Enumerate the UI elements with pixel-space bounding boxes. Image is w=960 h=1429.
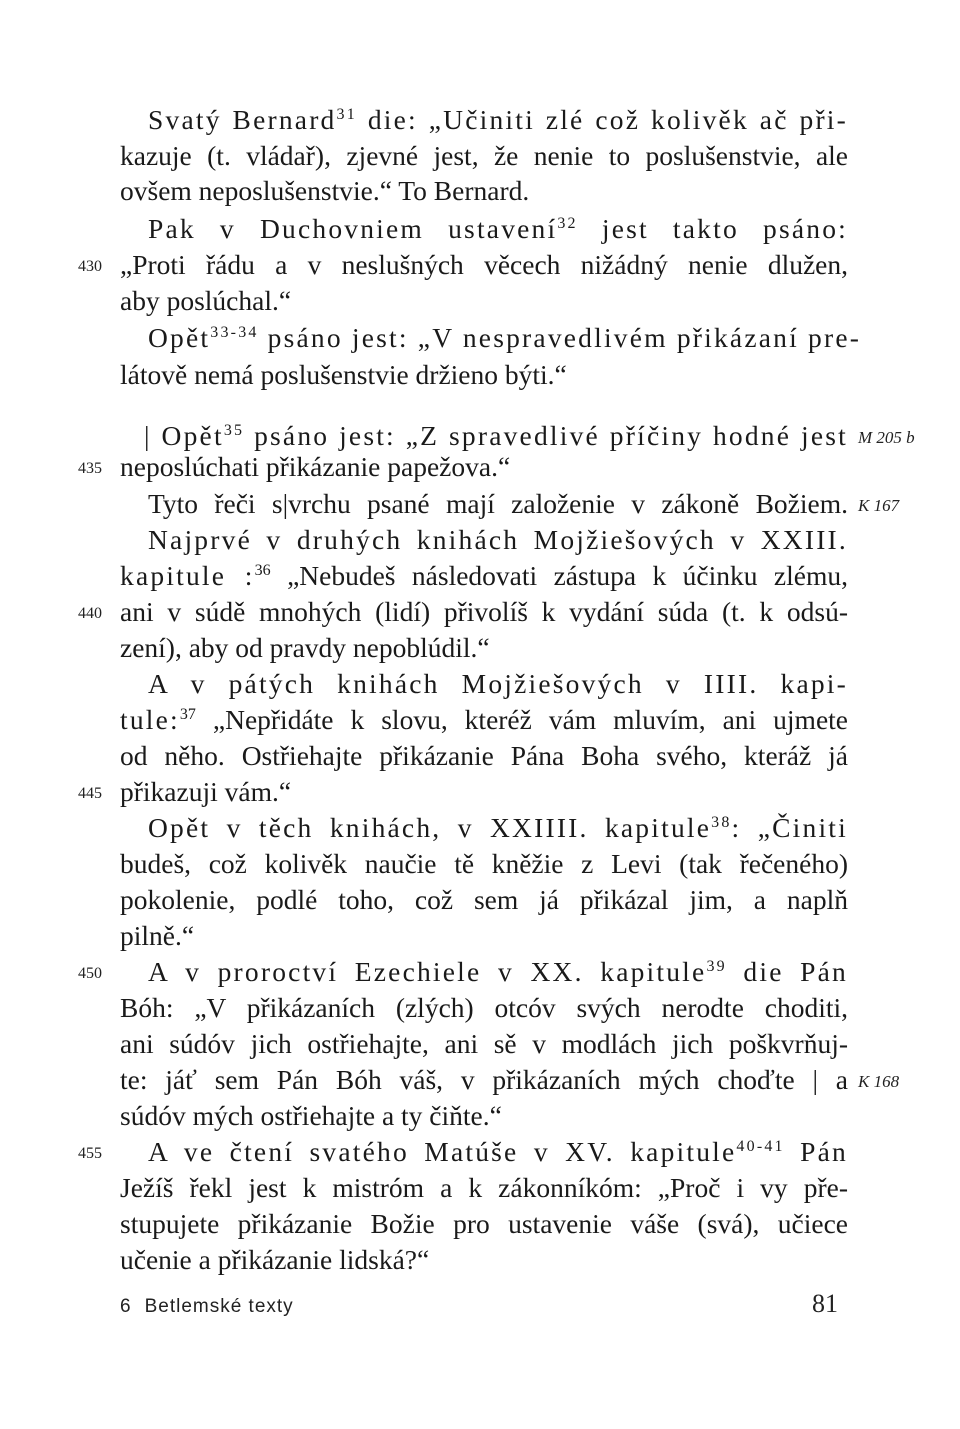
page-number: 81 [812,1289,838,1318]
text-line: stupujete přikázanie Božie pro ustavenie váše (svá), učiece [120,1208,848,1239]
text-line: budeš, což kolivěk naučie tě kněžie z Levi (tak řečeného) [120,848,848,879]
text-line: od něho. Ostřiehajte přikázanie Pána Boha svého, kteráž já [120,740,848,771]
text-line: Pak v Duchovniem ustavení$^{32}$ jest takto psáno: [148,213,848,244]
text-line: Najprvé v druhých knihách Mojžiešových v XXIII. [148,524,848,555]
footer-signature [120,1296,294,1318]
line-number: 445 [78,785,102,802]
line-number: 435 [78,460,102,477]
line-number: 450 [78,965,102,982]
line-number: 455 [78,1145,102,1162]
text-line: pilně.“ [120,920,195,951]
text-line: Opět v těch knihách, v XXIIII. kapitule$^{38}$: „Činiti [148,812,848,843]
text-line: súdóv mých ostřiehajte a ty čiňte.“ [120,1100,502,1131]
text-line: ani v súdě mnohých (lidí) přivolíš k vydání súda (t. k odsú- [120,596,848,627]
text-line: aby poslúchal.“ [120,285,292,316]
text-line: Opět$^{33-34}$ psáno jest: „V nespravedlivém přikázaní pre- [148,322,862,353]
margin-reference: M 205 b [858,428,915,447]
text-line: Bóh: „V přikázaních (zlých) otcóv svých nerodte choditi, [120,992,848,1023]
text-line: „Proti řádu a v neslušných věcech nižádný nenie dlužen, [120,249,848,280]
text-line: přikazuji vám.“ [120,776,292,807]
text-line: učenie a přikázanie lidská?“ [120,1244,430,1275]
text-line: kazuje (t. vládař), zjevné jest, že nenie to poslušenstvie, ale [120,140,848,171]
text-line: ani súdóv jich ostřiehajte, ani sě v modlách jich poškvrňuj- [120,1028,848,1059]
text-line: neposlúchati přikázanie papežova.“ [120,451,511,482]
text-line: zení), aby od pravdy nepoblúdil.“ [120,632,490,663]
text-line: A ve čtení svatého Matúše v XV. kapitule$^{40-41}$ Pán [148,1136,848,1167]
line-number: 440 [78,605,102,622]
book-title: Betlemské texty [144,1296,294,1317]
text-line: Svatý Bernard$^{31}$ die: „Učiniti zlé což kolivěk ač při- [148,104,848,135]
signature-number: 6 [120,1296,131,1317]
text-line: ovšem neposlušenstvie.“ To Bernard. [120,175,530,206]
line-number: 430 [78,258,102,275]
text-line: Tyto řeči s|vrchu psané mají založenie v zákoně Božiem. [148,488,848,519]
margin-reference: K 167 [858,496,900,515]
text-line: pokolenie, podlé toho, což sem já přikázal jim, a naplň [120,884,848,915]
margin-reference: K 168 [858,1072,900,1091]
text-line: te: jáť sem Pán Bóh váš, v přikázaních mých choďte | a [120,1064,848,1095]
text-line: kapitule :$^{36}$ „Nebudeš následovati zástupa k účinku zlému, [120,560,848,591]
text-line: A v pátých knihách Mojžiešových v IIII. kapi- [148,668,848,699]
text-line: Ježíš řekl jest k mistróm a k zákonníkóm: „Proč i vy pře- [120,1172,848,1203]
text-line: látově nemá poslušenstvie držieno býti.“ [120,359,567,390]
text-line: A v proroctví Ezechiele v XX. kapitule$^{39}$ die Pán [148,956,849,987]
text-line: tule:$^{37}$ „Nepřidáte k slovu, kteréž vám mluvím, ani ujmete [120,704,848,735]
text-line: | Opět$^{35}$ psáno jest: „Z spravedlivé příčiny hodné jest [144,420,848,451]
